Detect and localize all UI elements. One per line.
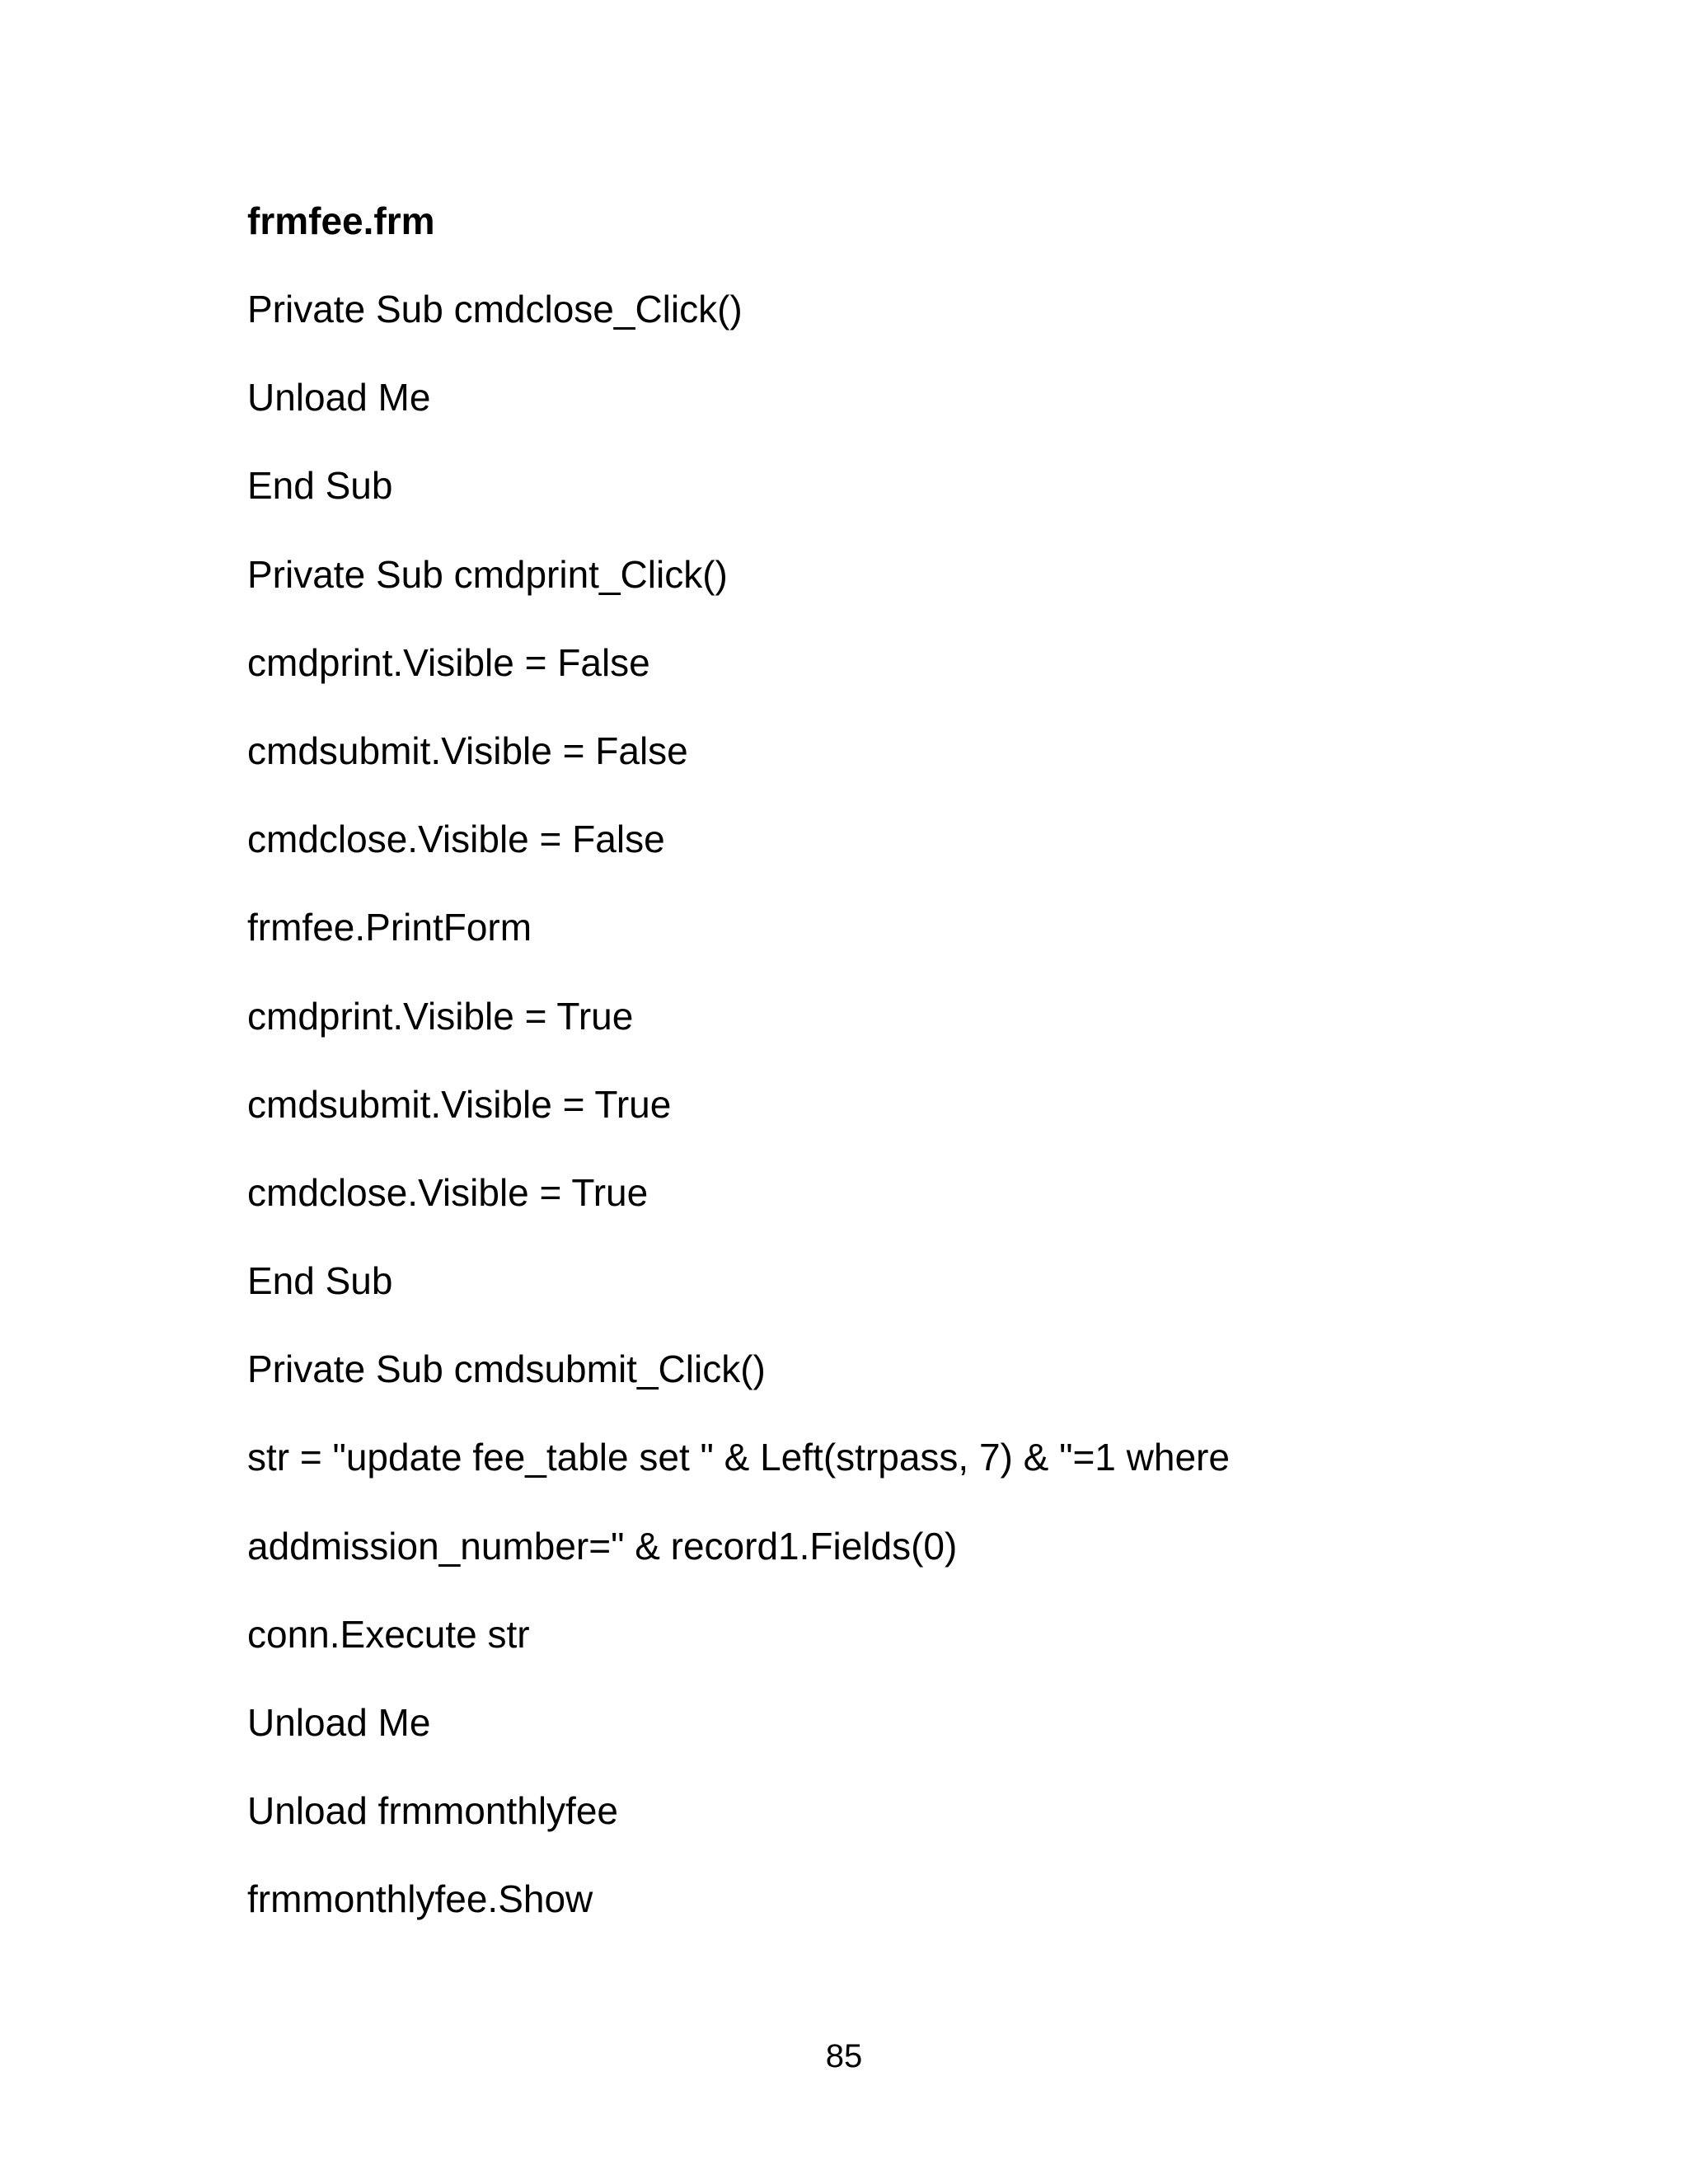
code-line: cmdprint.Visible = False <box>247 640 650 684</box>
code-line: cmdsubmit.Visible = True <box>247 1082 672 1126</box>
code-line: Unload Me <box>247 376 431 419</box>
code-line: End Sub <box>247 464 393 508</box>
code-line: Unload frmmonthlyfee <box>247 1789 618 1833</box>
code-line: Private Sub cmdclose_Click() <box>247 288 743 330</box>
code-line: frmmonthlyfee.Show <box>247 1877 593 1921</box>
file-heading: frmfee.frm <box>247 199 435 242</box>
code-line: conn.Execute str <box>247 1612 530 1656</box>
code-listing <box>247 286 1230 1965</box>
code-line: cmdclose.Visible = False <box>247 818 665 861</box>
code-line: addmission_number=" & record1.Fields(0) <box>247 1524 958 1568</box>
code-line: frmfee.PrintForm <box>247 906 532 949</box>
code-line: End Sub <box>247 1259 393 1303</box>
code-line: Private Sub cmdprint_Click() <box>247 552 728 596</box>
code-line: cmdprint.Visible = True <box>247 994 634 1038</box>
code-line: Private Sub cmdsubmit_Click() <box>247 1347 766 1391</box>
code-line: str = "update fee_table set " & Left(strpass, 7) & "=1 where <box>247 1436 1230 1479</box>
code-line: cmdclose.Visible = True <box>247 1170 649 1214</box>
code-line: cmdsubmit.Visible = False <box>247 729 688 772</box>
code-line: Unload Me <box>247 1701 431 1744</box>
page-number: 85 <box>825 2038 863 2074</box>
